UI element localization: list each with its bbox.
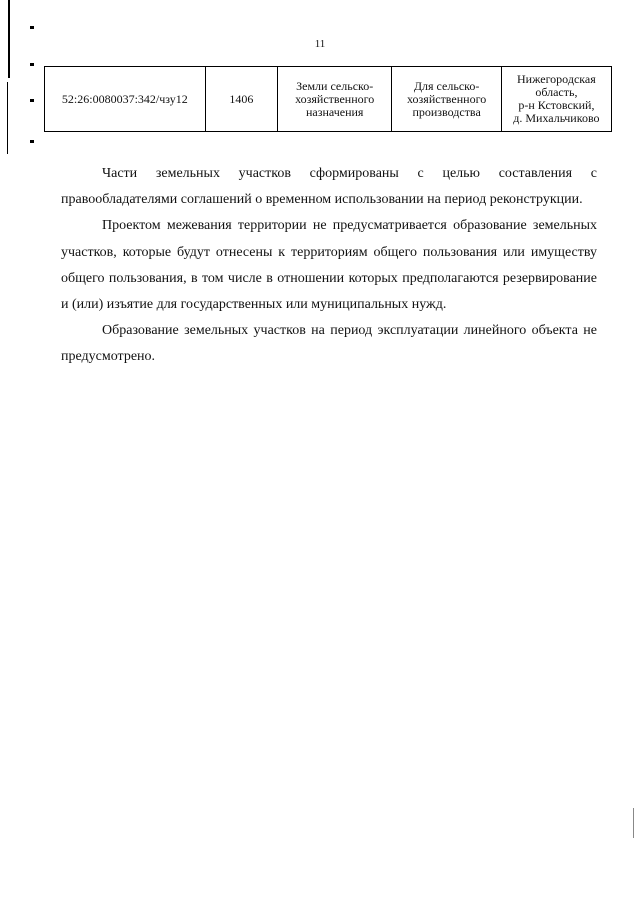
binding-edge-line	[7, 82, 8, 154]
table-row	[45, 67, 612, 132]
scan-edge-mark	[633, 808, 634, 838]
cadastral-number-cell: 52:26:0080037:342/чзу12	[45, 67, 206, 132]
paragraph-temporary-use: Части земельных участков сформированы с целью составления с правообладателями соглашений о временном использовании на период реконструкции.	[61, 166, 597, 208]
land-plots-table	[44, 66, 612, 132]
paragraph-public-use: Проектом межевания территории не предусматривается образование земельных участков, которые будут отнесены к территориям общего пользования или имуществу общего пользования, в том числе в отношении которых предполагаются резервирование и (или) изъятие для государственных или муниципальных нужд.	[61, 218, 597, 313]
binding-hole-mark	[30, 63, 34, 66]
land-category-cell: Земли сельско- хозяйственного назначения	[277, 67, 391, 132]
area-cell: 1406	[205, 67, 277, 132]
binding-hole-mark	[30, 140, 34, 143]
binding-hole-mark	[30, 99, 34, 102]
binding-hole-mark	[30, 26, 34, 29]
page-number: 11	[314, 38, 326, 50]
location-cell: Нижегородская область, р-н Кстовский, д. Михальчиково	[501, 67, 611, 132]
permitted-use-cell: Для сельско- хозяйственного производства	[392, 67, 501, 132]
body-text	[61, 161, 597, 371]
paragraph-operation-period: Образование земельных участков на период эксплуатации линейного объекта не предусмотрено.	[61, 323, 597, 365]
